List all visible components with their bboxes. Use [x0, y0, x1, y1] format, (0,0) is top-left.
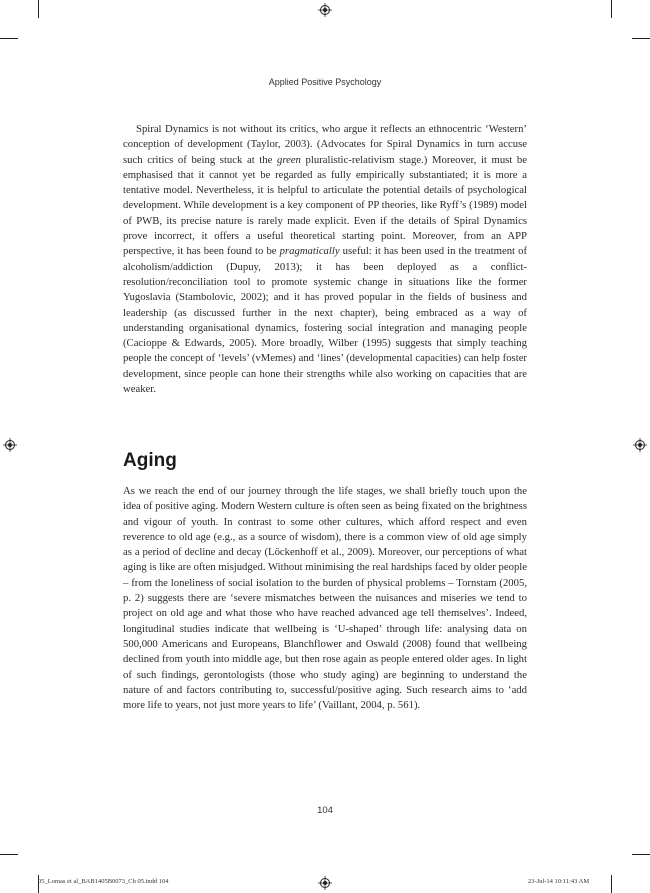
paragraph-text: Spiral Dynamics is not without its critics, who argue it reflects an ethnocentric ‘Western’ conception of development (Taylor, 2003). (Advocates for Spiral Dynamics in turn accuse such critics of being stuck at the	[123, 123, 527, 166]
registration-mark-icon	[633, 438, 647, 452]
crop-mark	[611, 875, 612, 893]
crop-mark	[611, 0, 612, 18]
crop-mark	[0, 38, 18, 39]
body-paragraph: As we reach the end of our journey through the life stages, we shall briefly touch upon the idea of positive aging. Modern Western culture is often seen as being fixated on the brightness and vigour of youth. In contrast to some other cultures, which afford respect and even reverence to old age (e.g., as a source of wisdom), there is a common view of old age simply as a period of decline and decay (Löckenhoff et al., 2009). Moreover, our perceptions of what aging is like are often misjudged. Without minimising the real hardships faced by older people – from the loneliness of social isolation to the burden of physical problems – Tornstam (2005, p. 2) suggests there are ‘severe mismatches between the nuisances and miseries we tend to project on old age and what those who have reached advanced age tell themselves’. Indeed, longitudinal studies indicate that wellbeing is ‘U-shaped’ through life: analysing data on 500,000 Americans and Europeans, Blanchflower and Oswald (2008) found that wellbeing declined from youth into middle age, but then rose again as people entered older ages. In light of such findings, gerontologists (those who study aging) are beginning to understand the nature of and factors contributing to, successful/positive aging. Such research aims to ‘add more life to years, not just more years to life’ (Vaillant, 2004, p. 561).	[123, 485, 527, 712]
running-head: Applied Positive Psychology	[268, 77, 382, 87]
file-slug: 05_Lomas et al_BAB1405B0073_Ch 05.indd 104	[38, 878, 169, 885]
crop-mark	[38, 0, 39, 18]
body-paragraph	[123, 122, 527, 397]
registration-mark-icon	[3, 438, 17, 452]
paragraph-text: useful: it has been used in the treatment of alcoholism/addiction (Dupuy, 2013); it has been deployed as a conflict-resolution/reconciliation tool to promote systemic change in situations like the former Yugoslavia (Stambolovic, 2002); and it has proved popular in the fields of business and leadership (as discussed further in the next chapter), being embraced as a way of understanding organisational dynamics, fostering social integration and managing people (Cacioppe & Edwards, 2005). More broadly, Wilber (1995) suggests that simply teaching people the concept of ‘levels’ (vMemes) and ‘lines’ (developmental capacities) can help foster development, since people can hone their strengths while also working on capacities that are weaker.	[123, 245, 528, 396]
crop-mark	[0, 854, 18, 855]
section-heading: Aging	[123, 450, 177, 471]
emphasis-text: pragmatically	[279, 245, 340, 258]
crop-mark	[632, 854, 650, 855]
emphasis-text: green	[276, 153, 301, 166]
crop-mark	[632, 38, 650, 39]
registration-mark-icon	[318, 3, 332, 17]
paragraph-text: pluralistic-relativism stage.) Moreover, it must be emphasised that it cannot yet be regarded as fully empirically substantiated; it is more a tentative model. Nevertheless, it is helpful to articulate the potential details of psychological development. While development is a key component of PP theories, like Ryff’s (1989) model of PWB, its precise nature is rarely made explicit. Even if the details of Spiral Dynamics prove incorrect, it offers a useful theoretical starting point. Moreover, from an APP perspective, it has been found to be	[123, 153, 527, 258]
page-number: 104	[317, 805, 333, 816]
registration-mark-icon	[318, 876, 332, 890]
date-slug: 23-Jul-14 10:11:43 AM	[528, 878, 590, 885]
